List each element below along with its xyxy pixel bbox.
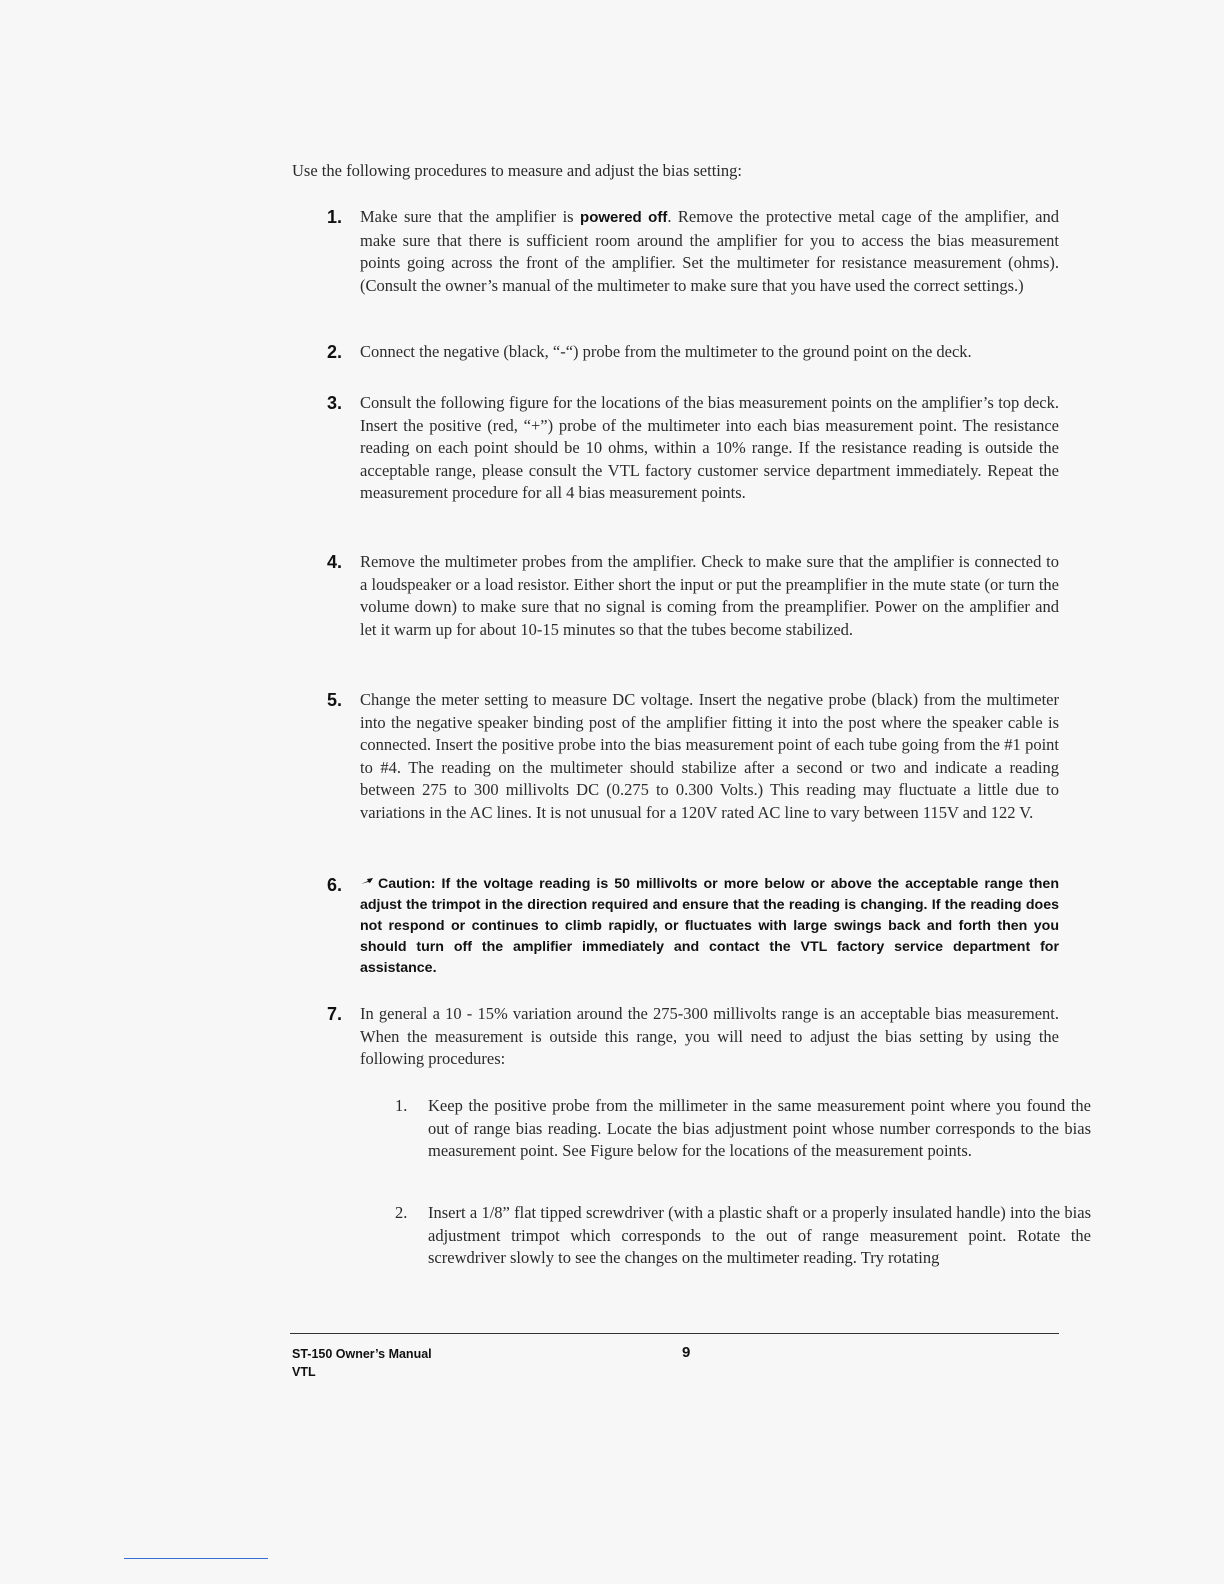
step-number: 2.	[327, 342, 343, 362]
footer-divider	[290, 1333, 1059, 1334]
footer-manual-title: ST-150 Owner’s Manual	[292, 1347, 432, 1361]
step-text: Remove the multimeter probes from the amplifier. Check to make sure that the amplifier is connected to a loudspeaker or a load resistor. Either short the input or put the preamplifier in the mute state (or turn the volume down) to make sure that no signal is coming from the preamplifier. Power on the amplifier and let it warm up for about 10-15 minutes so that the tubes become stabilized.	[360, 552, 1059, 639]
step-text: Consult the following figure for the locations of the bias measurement points on the amplifier’s top deck. Insert the positive (red, “+”) probe of the multimeter into each bias measurement point. The resistance reading on each point should be 10 ohms, within a 10% range. If the resistance reading is outside the acceptable range, please consult the VTL factory customer service department immediately. Repeat the measurement procedure for all 4 bias measurement points.	[360, 393, 1059, 502]
step-text-post: . Remove the protective metal cage of the amplifier, and make sure that there is sufficient room around the amplifier for you to access the bias measurement points going across the front of the amplifier. Set the multimeter for resistance measurement (ohms). (Consult the owner’s manual of the multimeter to make sure that you have used the correct settings.)	[360, 207, 1059, 295]
footer-brand: VTL	[292, 1365, 316, 1379]
bottom-divider	[124, 1558, 268, 1559]
step-6-caution	[327, 874, 1059, 979]
step-number: 6.	[327, 875, 343, 895]
footer-left	[292, 1345, 432, 1381]
page-number: 9	[682, 1344, 691, 1361]
step-text	[360, 206, 1059, 297]
substep-2	[395, 1202, 1091, 1270]
step-3	[327, 392, 1059, 505]
step-text: In general a 10 - 15% variation around the 275-300 millivolts range is an acceptable bias measurement. When the measurement is outside this range, you will need to adjust the bias setting by using the following procedures:	[360, 1004, 1059, 1068]
pointing-hand-icon	[360, 877, 374, 887]
step-text-pre: Make sure that the amplifier is	[360, 207, 581, 226]
step-number: 3.	[327, 393, 343, 413]
step-5	[327, 689, 1059, 824]
caution-text	[360, 874, 1059, 979]
substep-text: Keep the positive probe from the millimeter in the same measurement point where you found the out of range bias reading. Locate the bias adjustment point whose number corresponds to the bias measurement point. See Figure below for the locations of the measurement points.	[428, 1096, 1091, 1160]
step-7	[327, 1003, 1059, 1071]
step-1	[327, 206, 1059, 297]
substep-1	[395, 1095, 1091, 1163]
step-number: 5.	[327, 690, 343, 710]
step-number: 4.	[327, 552, 343, 572]
step-text: Connect the negative (black, “-“) probe from the multimeter to the ground point on the deck.	[360, 342, 972, 361]
intro-text: Use the following procedures to measure and adjust the bias setting:	[292, 161, 742, 180]
step-number: 1.	[327, 207, 343, 227]
substep-text: Insert a 1/8” flat tipped screwdriver (with a plastic shaft or a properly insulated handle) into the bias adjustment trimpot which corresponds to the out of range measurement point. Rotate the screwdriver slowly to see the changes on the multimeter reading. Try rotating	[428, 1203, 1091, 1267]
substep-number: 1.	[395, 1096, 408, 1115]
step-number: 7.	[327, 1004, 343, 1024]
step-2	[327, 341, 1059, 364]
step-text: Change the meter setting to measure DC voltage. Insert the negative probe (black) from the multimeter into the negative speaker binding post of the amplifier fitting it into the post where the speaker cable is connected. Insert the positive probe into the bias measurement point of each tube going from the #1 point to #4. The reading on the multimeter should stabilize after a second or two and indicate a reading between 275 to 300 millivolts DC (0.275 to 0.300 Volts.) This reading may fluctuate a little due to variations in the AC lines. It is not unusual for a 120V rated AC line to vary between 115V and 122 V.	[360, 690, 1059, 822]
substep-number: 2.	[395, 1203, 408, 1222]
powered-off-emphasis: powered off	[580, 209, 668, 226]
step-4	[327, 551, 1059, 641]
caution-body: Caution: If the voltage reading is 50 millivolts or more below or above the acceptable range then adjust the trimpot in the direction required and ensure that the reading is changing. If the reading does not respond or continues to climb rapidly, or fluctuates with large swings back and forth then you should turn off the amplifier immediately and contact the VTL factory service department for assistance.	[360, 876, 1059, 976]
